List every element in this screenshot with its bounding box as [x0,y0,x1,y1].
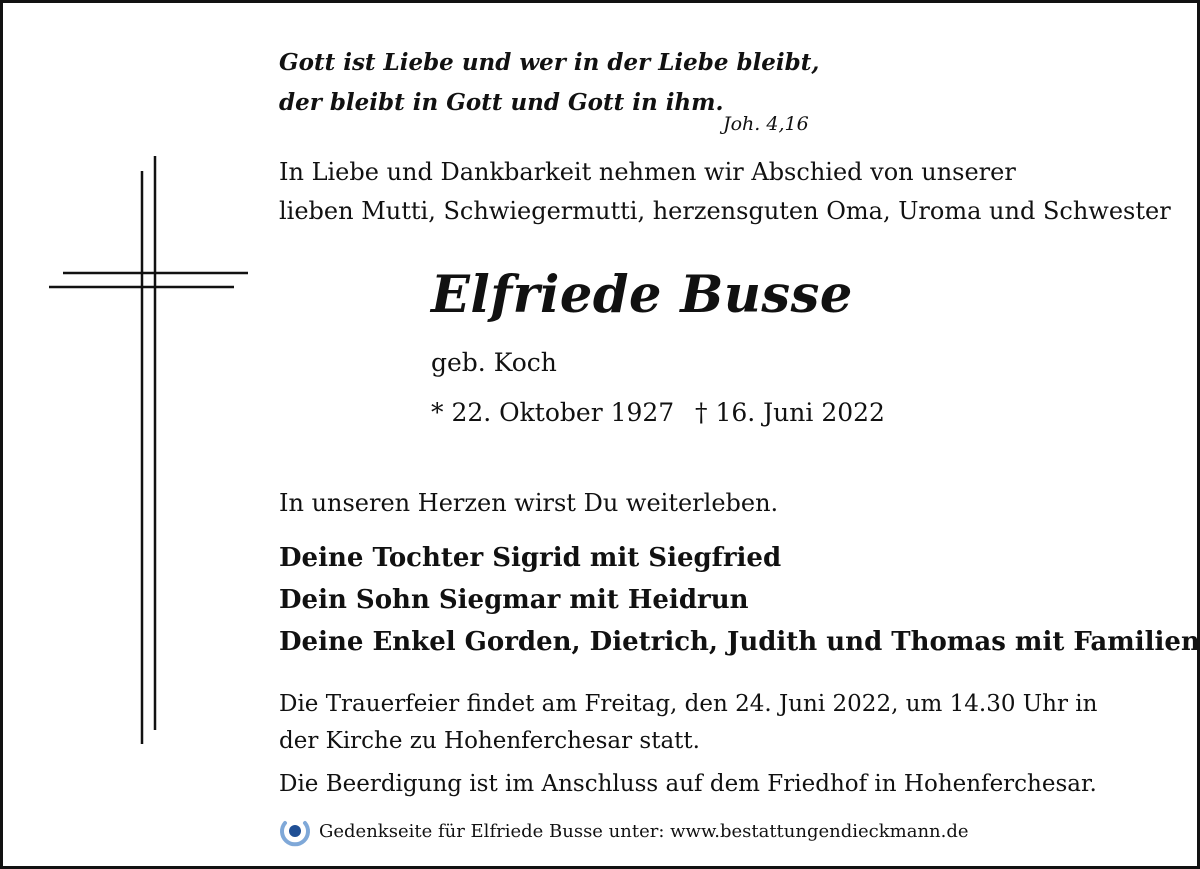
maiden-name: geb. Koch [431,348,557,377]
death-date: † 16. Juni 2022 [695,398,885,427]
memorial-page-note [279,815,969,847]
mourner-line-2: Dein Sohn Siegmar mit Heidrun [279,585,749,615]
deceased-name: Elfriede Busse [431,265,853,325]
bible-verse-reference: Joh. 4,16 [723,113,809,135]
bible-verse-line-1: Gott ist Liebe und wer in der Liebe bleibt, [279,49,820,76]
burial-line: Die Beerdigung ist im Anschluss auf dem Friedhof in Hohenferchesar. [279,771,1097,797]
memorial-page-text: Gedenkseite für Elfriede Busse unter: www.bestattungendieckmann.de [319,820,969,842]
remembrance-line: In unseren Herzen wirst Du weiterleben. [279,489,779,517]
service-line-2: der Kirche zu Hohenferchesar statt. [279,728,700,754]
cross-icon [3,3,263,763]
mourner-line-3: Deine Enkel Gorden, Dietrich, Judith und Thomas mit Familien [279,627,1200,657]
mourner-line-1: Deine Tochter Sigrid mit Siegfried [279,543,782,573]
birth-date: * 22. Oktober 1927 [431,398,675,427]
intro-line-1: In Liebe und Dankbarkeit nehmen wir Abschied von unserer [279,158,1016,186]
service-line-1: Die Trauerfeier findet am Freitag, den 24. Juni 2022, um 14.30 Uhr in [279,691,1098,717]
memorial-page-logo-icon [279,815,311,847]
intro-line-2: lieben Mutti, Schwiegermutti, herzensguten Oma, Uroma und Schwester [279,197,1171,225]
bible-verse-line-2: der bleibt in Gott und Gott in ihm. [279,89,724,116]
